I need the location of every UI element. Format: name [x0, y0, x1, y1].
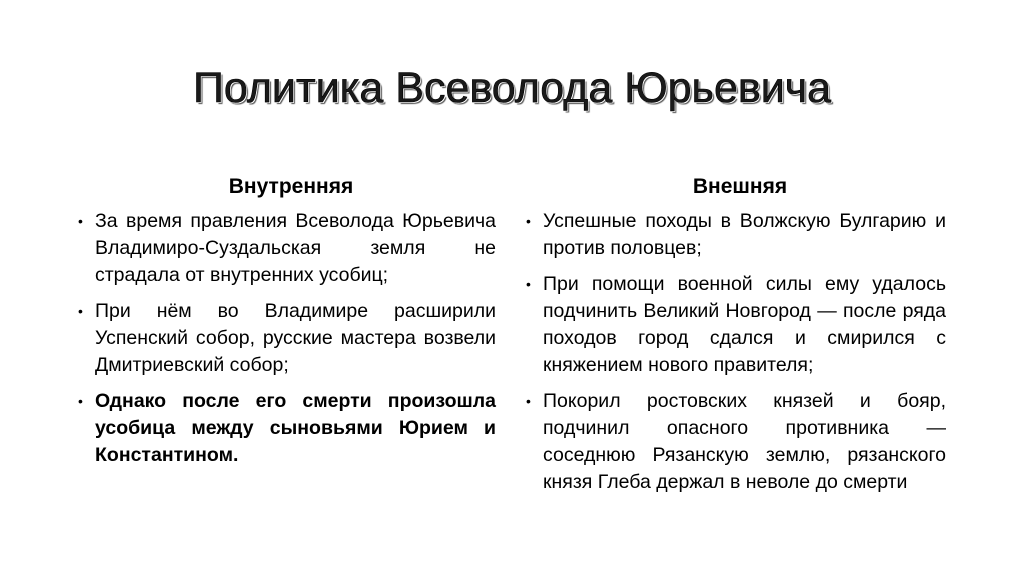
- column-heading-external: Внешняя: [692, 175, 788, 198]
- bullet-icon: •: [526, 276, 531, 292]
- list-item: [524, 388, 946, 496]
- list-item-text: Покорил ростовских князей и бояр, подчинил опасного противника — соседнюю Рязанскую землю, рязанского князя Глеба держал в неволе до смерти: [543, 390, 946, 493]
- column-heading-internal: Внутренняя: [228, 175, 354, 198]
- bullet-icon: •: [78, 303, 83, 319]
- bullet-icon: •: [526, 393, 531, 409]
- list-item-text: Однако после его смерти произошла усобица между сыновьями Юрием и Константином.: [95, 390, 496, 466]
- bullet-icon: •: [526, 213, 531, 229]
- external-policy-list: [524, 208, 946, 496]
- internal-policy-column: [76, 172, 496, 478]
- list-item-text: За время правления Всеволода Юрьевича Владимиро-Суздальская земля не страдала от внутренних усобиц;: [95, 210, 496, 286]
- list-item-text: При помощи военной силы ему удалось подчинить Великий Новгород — после ряда походов город сдался и смирился с княжением нового правителя;: [543, 273, 946, 376]
- list-item: [76, 298, 496, 379]
- bullet-icon: •: [78, 393, 83, 409]
- list-item-emphasized: [76, 388, 496, 469]
- bullet-icon: •: [78, 213, 83, 229]
- list-item-text: Успешные походы в Волжскую Булгарию и против половцев;: [543, 210, 946, 259]
- external-policy-column: [524, 172, 946, 505]
- list-item-text: При нём во Владимире расширили Успенский собор, русские мастера возвели Дмитриевский собор;: [95, 300, 496, 376]
- slide-title: Политика Всеволода Юрьевича: [192, 64, 832, 112]
- internal-policy-list: [76, 208, 496, 469]
- list-item: [524, 271, 946, 379]
- list-item: [524, 208, 946, 262]
- list-item: [76, 208, 496, 289]
